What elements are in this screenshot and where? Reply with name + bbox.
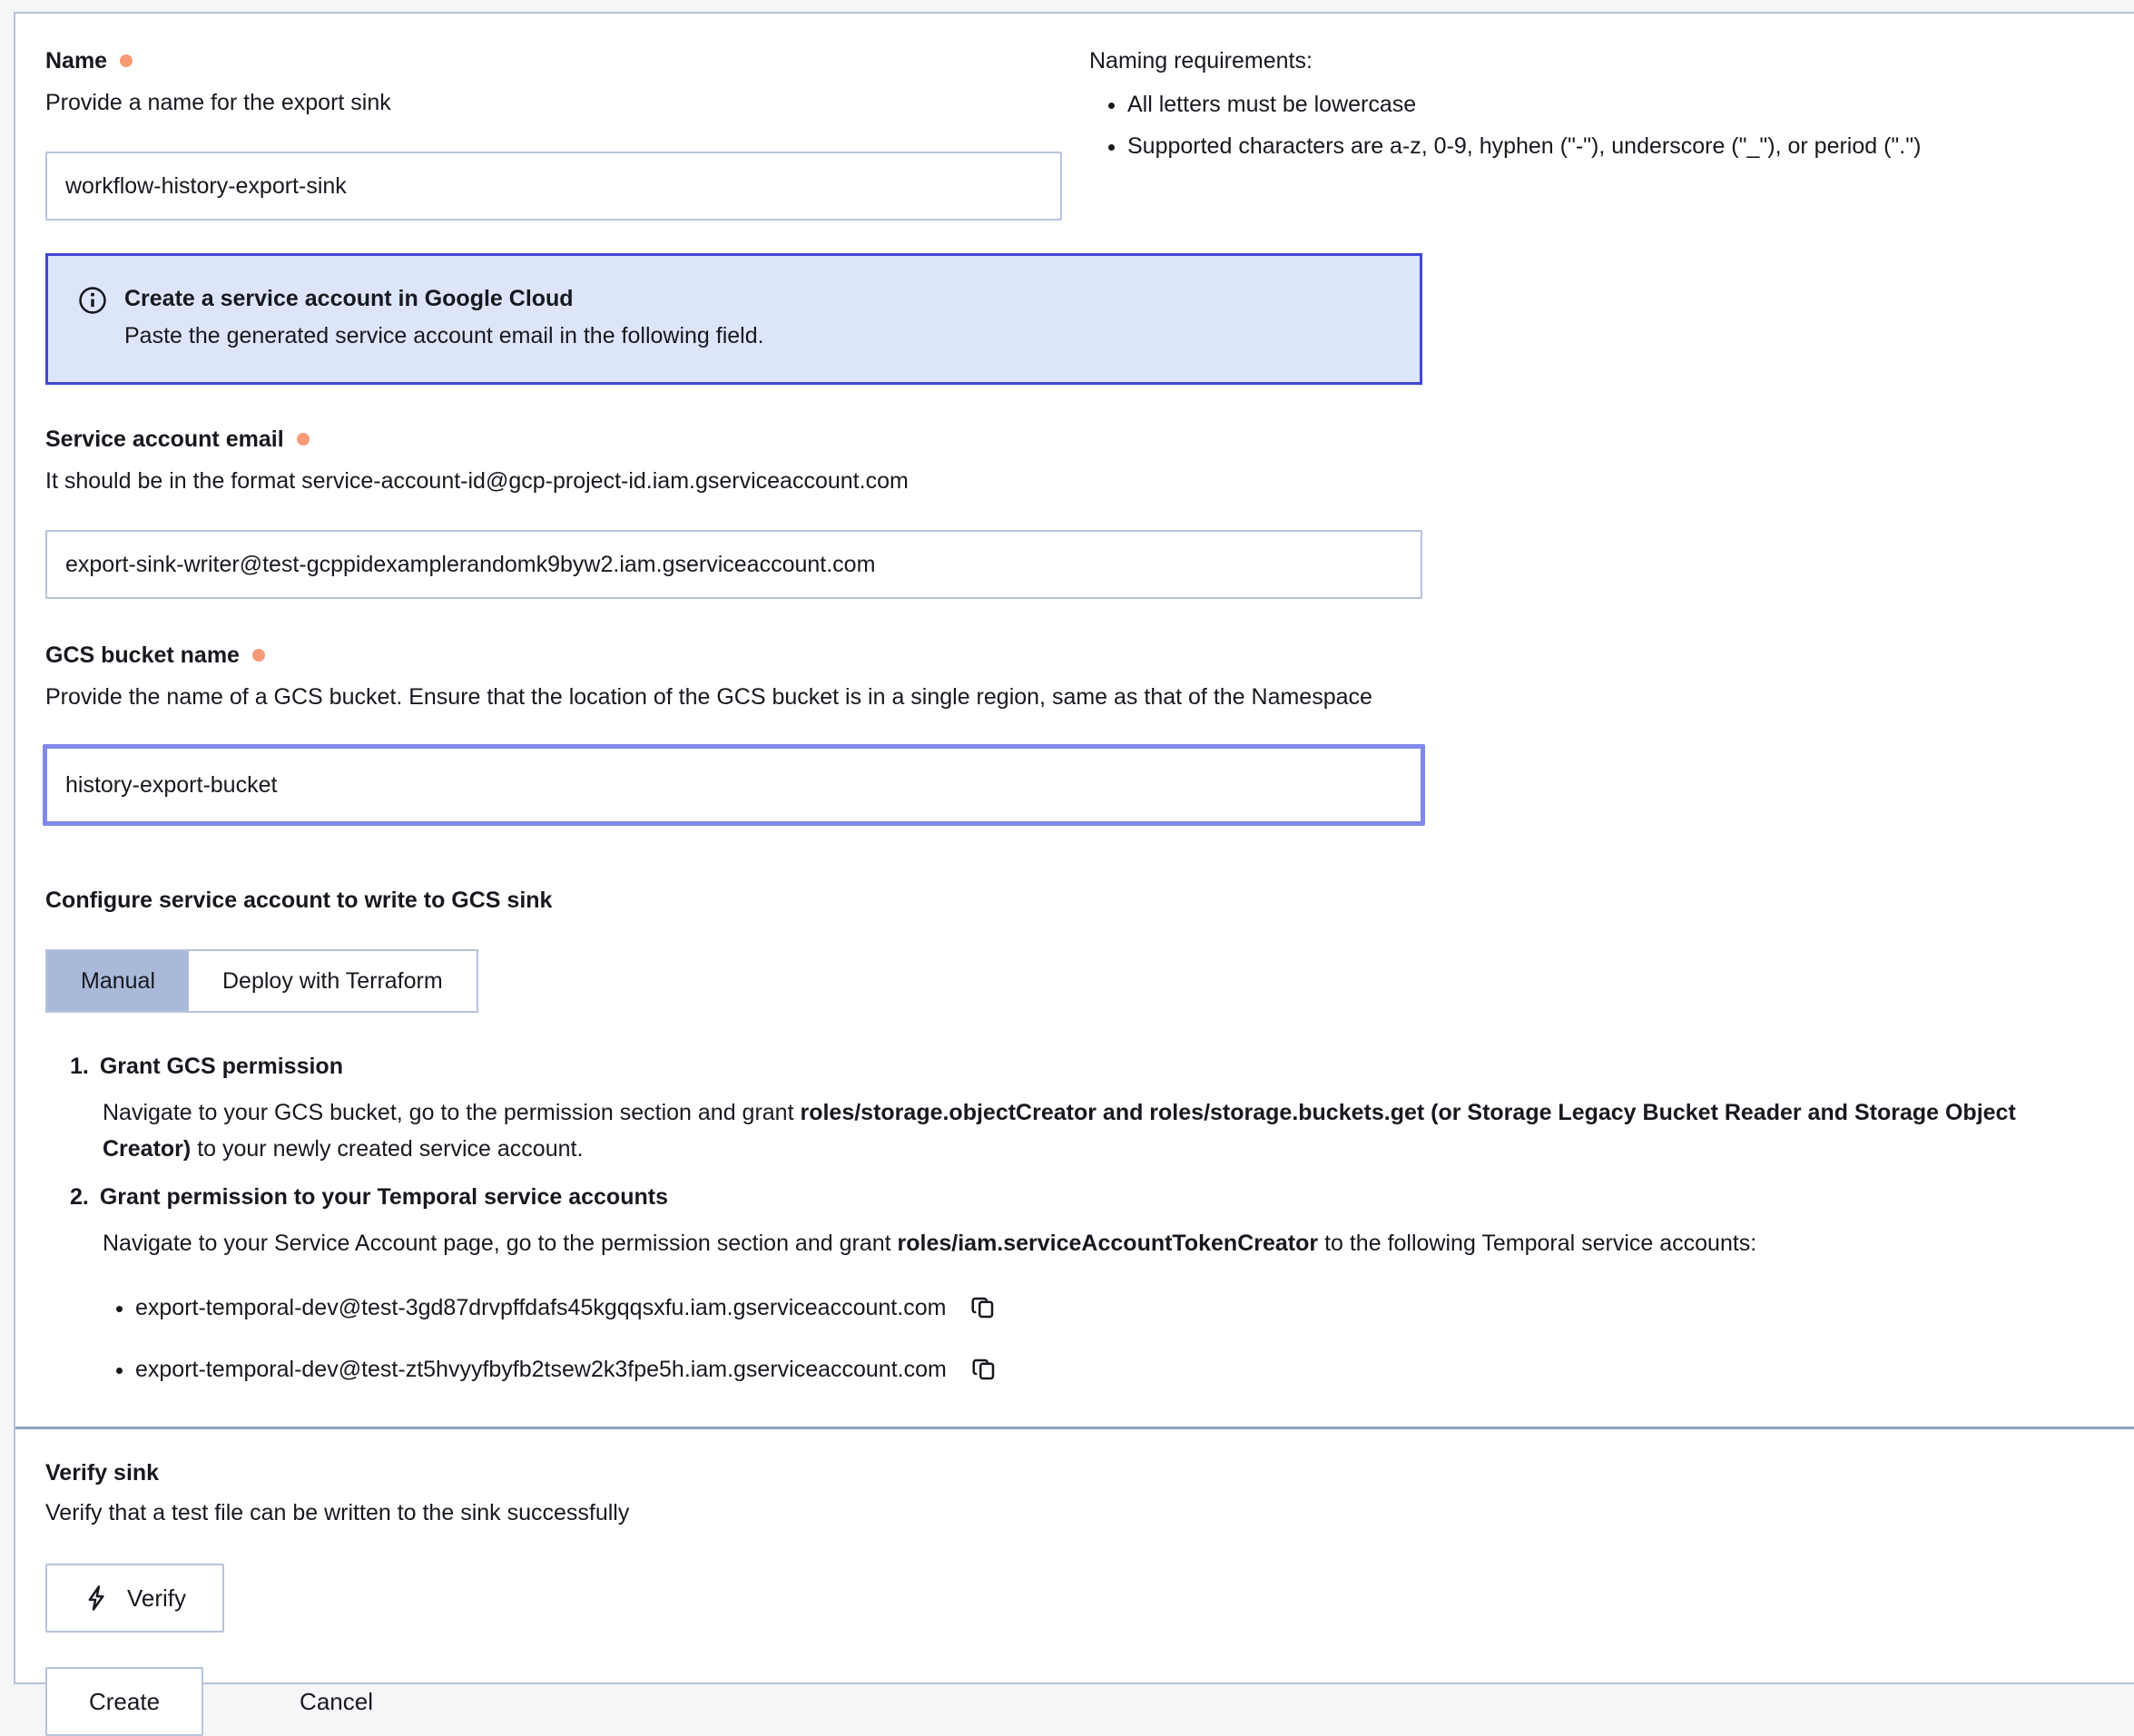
lightning-icon [84,1584,111,1612]
name-field-description: Provide a name for the export sink [45,90,391,115]
info-icon [77,285,108,316]
naming-requirement-item: • Supported characters are a-z, 0-9, hyphen ("-"), underscore ("_"), or period (".") [1127,132,2109,161]
export-sink-form-panel [14,12,2134,1715]
create-button[interactable]: Create [45,1667,203,1736]
tab-manual[interactable]: Manual [47,951,189,1011]
list-item [135,1292,2109,1323]
naming-requirements-title: Naming requirements: [1089,48,1313,74]
service-account-email-input[interactable] [45,530,1422,599]
step-2-body-bold: roles/iam.serviceAccountTokenCreator [897,1231,1319,1256]
verify-sink-title: Verify sink [45,1460,160,1486]
name-input[interactable] [45,152,1062,221]
service-account-label: Service account email [45,427,284,452]
cancel-button[interactable]: Cancel [263,1667,409,1736]
verify-sink-description: Verify that a test file can be written to the sink successfully [45,1500,630,1525]
name-field-label-row [45,46,1062,75]
step-2-title-row [70,1182,2109,1212]
step-2-body [103,1225,2081,1261]
naming-requirement-item: • All letters must be lowercase [1127,90,2109,119]
temporal-service-account-list [70,1292,2109,1385]
bucket-label-row [45,641,2109,670]
copy-icon[interactable] [969,1294,997,1321]
configure-section-title: Configure service account to write to GCS sink [45,888,553,913]
naming-requirements-list [1089,90,2109,161]
temporal-service-account-email: • export-temporal-dev@test-3gd87drvpffdafs45kgqqsxfu.iam.gserviceaccount.com [135,1295,947,1320]
section-divider [15,1427,2134,1429]
verify-button-label: Verify [127,1584,187,1612]
name-field-label: Name [45,48,108,74]
bucket-label: GCS bucket name [45,642,240,668]
copy-icon[interactable] [970,1356,998,1383]
step-2-title: Grant permission to your Temporal service accounts [99,1184,668,1210]
required-dot-icon [252,649,265,662]
step-1-body-text: Navigate to your GCS bucket, go to the permission section and grant [103,1100,801,1125]
step-1-body-text: to your newly created service account. [191,1136,584,1162]
manual-instructions [45,1051,2109,1385]
list-item [135,1354,2109,1385]
bucket-description: Provide the name of a GCS bucket. Ensure that the location of the GCS bucket is in a single region, same as that of the Namespace [45,684,1372,710]
step-2-body-text: Navigate to your Service Account page, go to the permission section and grant [103,1231,898,1256]
step-1-body-bold: roles/storage.objectCreator and roles/storage.buckets.get (or Storage Legacy Bucket Reader and Storage Object Creator) [103,1100,2016,1162]
step-1-body [103,1094,2081,1167]
step-1-title-row [70,1051,2109,1082]
step-1-title: Grant GCS permission [99,1054,343,1079]
step-1-number: 1. [70,1054,89,1079]
gcs-bucket-name-input[interactable] [43,744,1425,826]
required-dot-icon [297,433,310,446]
info-banner-description: Paste the generated service account email in the following field. [124,323,764,348]
required-dot-icon [120,54,133,67]
service-account-label-row [45,425,2109,454]
configure-method-tabs [45,949,478,1013]
service-account-description: It should be in the format service-account-id@gcp-project-id.iam.gserviceaccount.com [45,468,909,494]
step-2-number: 2. [70,1184,89,1210]
info-banner-title: Create a service account in Google Cloud [124,286,574,311]
verify-button[interactable] [45,1564,224,1633]
temporal-service-account-email: • export-temporal-dev@test-zt5hvyyfbyfb2tsew2k3fpe5h.iam.gserviceaccount.com [135,1357,947,1382]
step-2-body-text: to the following Temporal service accounts: [1318,1231,1757,1256]
service-account-info-banner [45,253,1422,385]
tab-deploy-with-terraform[interactable]: Deploy with Terraform [189,951,477,1011]
